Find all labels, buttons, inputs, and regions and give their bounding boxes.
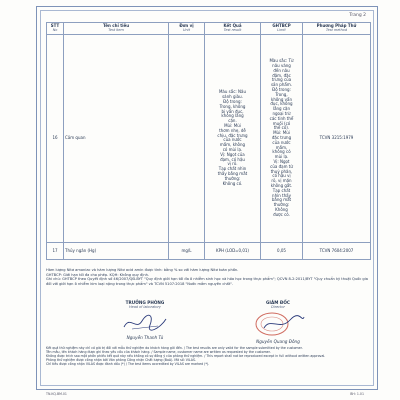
row-stt: 16 [47, 34, 64, 242]
limit-line: đục, không [270, 101, 293, 107]
row-result: KPH (LOD=0,01) [205, 242, 261, 259]
signature-name: Nguyễn Quang Đông [256, 339, 300, 344]
footer-line: Kết quả thử nghiệm này chỉ có giá trị đối với mẫu thử nghiệm do khách hàng gửi đến. / The test results are only valid for the sample submitted by the customer. [46, 346, 303, 350]
limit-line: sản phẩm. [270, 82, 293, 88]
limit-line: thường: [273, 202, 290, 208]
footer-disclaimer [46, 346, 370, 366]
result-line: Vị: Ngọt của [220, 151, 245, 157]
signature-title: TRƯỞNG PHÒNG [125, 300, 165, 305]
limit-line: Mùi: Mùi [273, 130, 290, 136]
header-test-item: Tên chỉ tiêu Test item [64, 23, 169, 35]
result-line: thơm nhẹ, dễ [219, 127, 246, 133]
limit-line: đến nâu [273, 67, 290, 73]
limit-line: thuỷ phân, [270, 168, 293, 174]
results-table [46, 22, 371, 260]
limit-line: các tinh thể [269, 115, 294, 121]
limit-line: muối (có [272, 120, 291, 126]
limit-line: mắm, [275, 144, 288, 150]
limit-line: được có. [273, 211, 290, 217]
header-unit: Đơn vị Unit [169, 23, 205, 35]
header-result: Kết Quả Test result [205, 23, 261, 35]
limit-line: đặc trưng [271, 134, 292, 140]
signature-director [223, 300, 333, 344]
result-line: vị rõ. [227, 161, 238, 167]
result-line: đạm, có hậu [220, 156, 245, 162]
row-limit: 0,05 [261, 242, 303, 259]
footer-line: Chỉ tiêu được công nhận VILAS được đánh dấu (*) / The test items accredited by VILAS are marked (*). [46, 362, 210, 366]
result-line: mắm, không [219, 142, 246, 148]
row-limit [261, 34, 303, 242]
form-revision: BH: 1.01 [350, 392, 364, 396]
note-line: GHTBCP: Giới hạn tối đa cho phép. KQH: Không quy định. [46, 272, 150, 277]
row-test-name: Thủy ngân (Hg) [64, 242, 169, 259]
row-method: TCVN 3215:1979 [303, 34, 371, 242]
note-line: Hàm lượng Nitơ amoniac và hàm lượng Nitơ acid amin được tính: bằng % so với hàm lượng Nitơ toàn phần. [46, 268, 239, 272]
limit-line: bằng mắt [271, 197, 292, 203]
limit-line: Độ trong: [272, 87, 291, 92]
table-row [47, 34, 371, 242]
result-line: Màu sắc: Nâu [218, 89, 247, 95]
page-number: Trang 2 [349, 13, 366, 18]
limit-line: đậm, đặc [272, 72, 291, 78]
footer-line: Phòng thử nghiệm được công nhận bởi Văn phòng Công nhận Chất lượng (BoA). Mã số: VILAS. [46, 358, 196, 362]
footer-line: Tên mẫu, tên khách hàng được ghi theo yêu cầu của khách hàng. / Sample name, customer name are written as requested by the customer. [46, 350, 271, 354]
row-test-name: Cảm quan [64, 34, 169, 242]
limit-line: mùi lạ. [274, 154, 289, 160]
limit-line: nhìn thấy [272, 192, 291, 198]
signature-subtitle: Director [271, 305, 285, 309]
result-line: có mùi lạ. [222, 146, 243, 152]
form-code: TN.KQ.BM.01 [46, 392, 67, 396]
result-line: thường: [224, 175, 241, 181]
signature-name: Nguyễn Thanh Tú [126, 335, 164, 340]
limit-line: không gắt. [270, 182, 293, 188]
footer-line: Không được trích sao một phần phiếu kết quả này nếu không có sự đồng ý của phòng thử nghiệm. / This report shall not be reproduced except in full without written approval. [46, 354, 326, 358]
result-line: sánh giàu. [222, 94, 243, 100]
signature-subtitle: Head of laboratory [129, 305, 161, 309]
result-line: bị vẩn đục, [221, 108, 244, 114]
result-line: không lắng [221, 113, 244, 119]
header-stt: STT No [47, 23, 64, 35]
table-row [47, 242, 371, 259]
result-line: của nước [223, 137, 242, 143]
limit-line: Trong, [275, 91, 288, 97]
limit-line: Vị: Ngọt [273, 158, 290, 164]
signature-title: GIÁM ĐỐC [265, 300, 290, 305]
red-stamp-seal-icon [250, 311, 306, 337]
limit-line: nâu vàng [272, 63, 291, 69]
limit-line: Không [275, 206, 288, 212]
signature-head-of-lab [95, 300, 195, 340]
result-line: chịu, đặc trưng [217, 132, 248, 138]
row-method: TCVN 7604:2007 [303, 242, 371, 259]
result-line: Mùi: Mùi [224, 122, 241, 128]
limit-line: thể có). [273, 125, 290, 131]
result-line: Độ trong: [223, 99, 242, 104]
notes-section [46, 268, 370, 286]
limit-line: Màu sắc: Từ [269, 58, 294, 64]
result-line: thấy bằng mắt [217, 170, 248, 176]
result-line: Không có. [222, 180, 243, 186]
limit-line: không có [272, 149, 291, 155]
header-limit: GHTBCP Limit [261, 23, 303, 35]
limit-line: trưng của [271, 77, 292, 83]
result-line: Trong, không [219, 103, 246, 109]
table-header-row [47, 23, 371, 35]
limit-line: của nước [272, 139, 291, 145]
result-line: cặn. [228, 118, 237, 124]
result-line: Tạp chất nhìn [218, 166, 247, 172]
row-unit: mg/L [169, 242, 205, 259]
limit-line: rõ, vị mặn [271, 178, 292, 184]
note-line: Ghi chú: GHTBCP theo Quyết định số 46/2007/QĐ-BYT "Quy định giới hạn tối đa ô nhiễm sinh học và hóa học trong thực phẩm"; QCVN 8-2:2011/BYT "Quy chuẩn kỹ thuật Quốc gia đối với giới hạn ô nhiễm kim loại nặng trong thực phẩm" và TCVN 5107:2018 "Nước mắm nguyên chất". [46, 277, 368, 286]
row-result [205, 34, 261, 242]
limit-line: không vẩn [271, 96, 292, 102]
row-stt: 17 [47, 242, 64, 259]
limit-line: ngoại trừ [272, 110, 291, 116]
handwritten-signature-icon [120, 311, 170, 333]
limit-line: có hậu vị [272, 173, 291, 179]
limit-line: của đạm từ [270, 163, 293, 169]
limit-line: lắng cặn [272, 106, 291, 112]
header-method: Phương Pháp Thử Test method [303, 23, 371, 35]
limit-line: Tạp chất [272, 187, 291, 193]
row-unit [169, 34, 205, 242]
